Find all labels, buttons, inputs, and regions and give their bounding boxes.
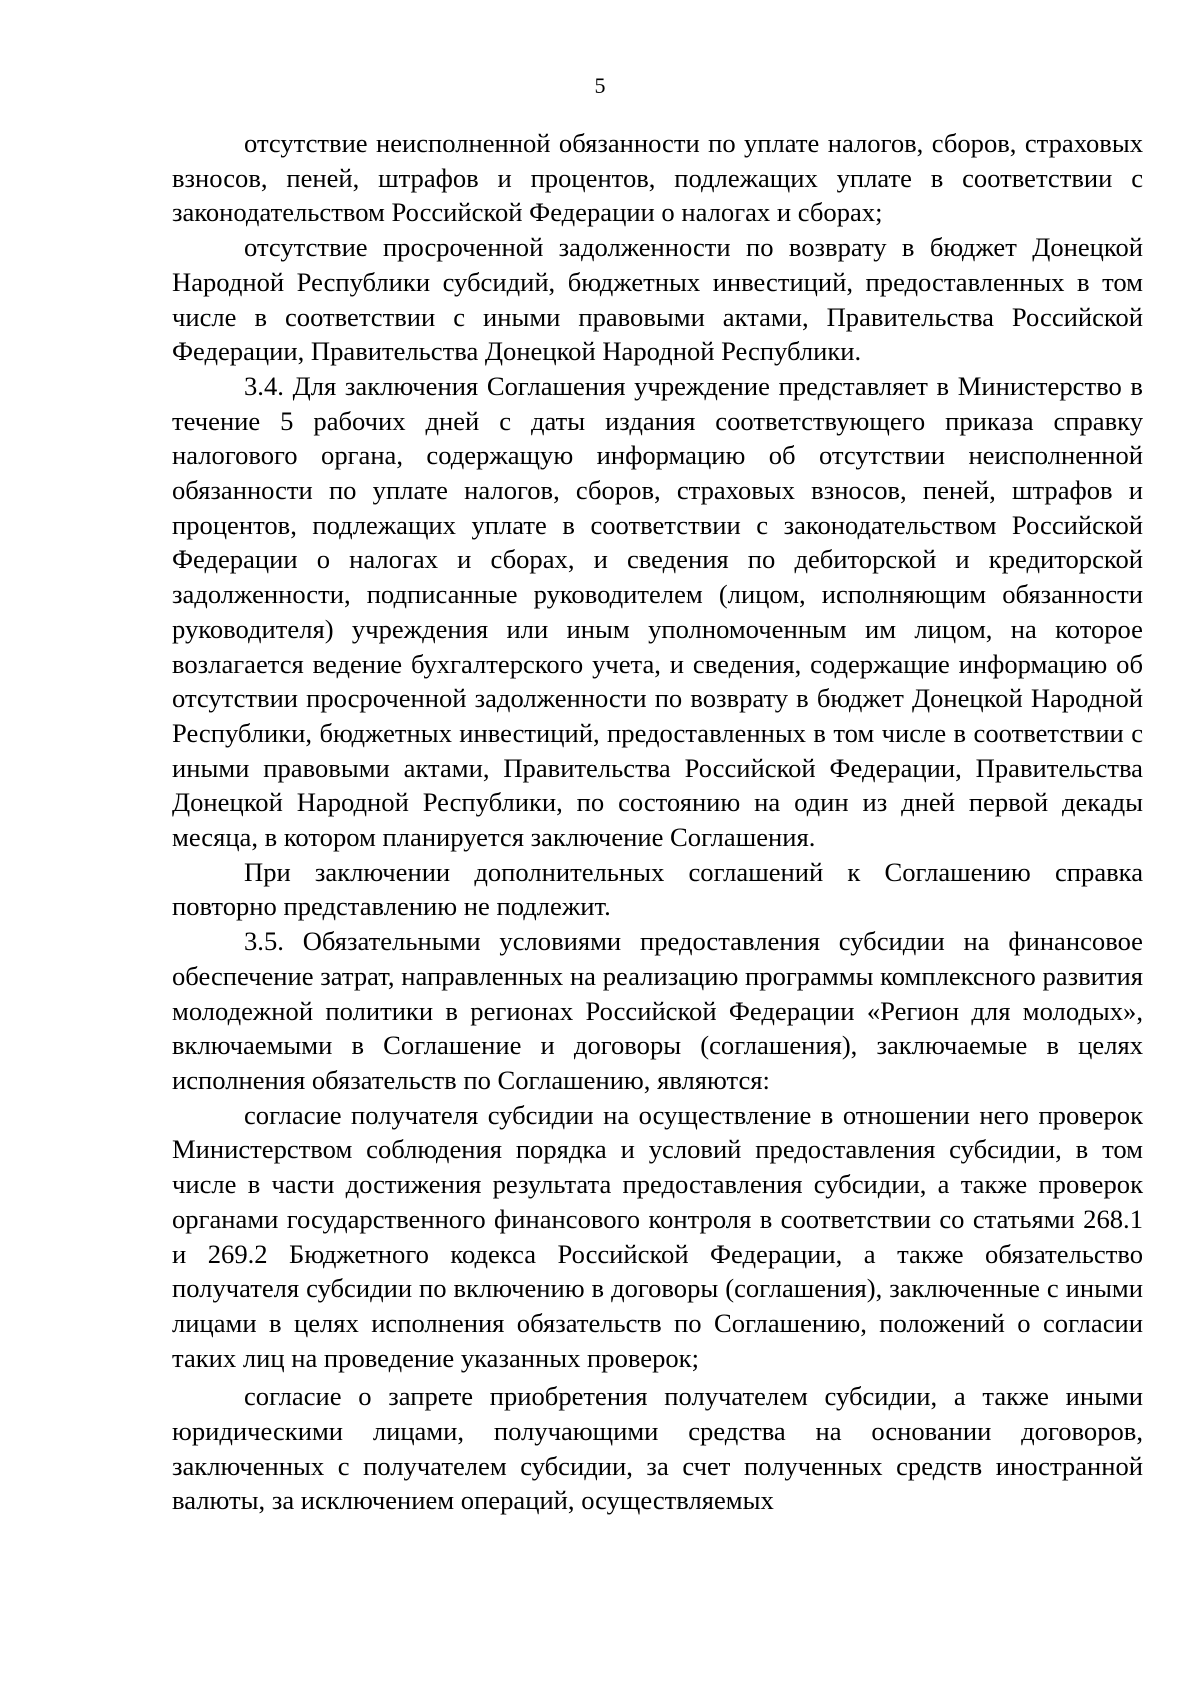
- paragraph-overdue-debt: отсутствие просроченной задолженности по возврату в бюджет Донецкой Народной Республики субсидий, бюджетных инвестиций, предоставленных в том числе в соответствии с иными правовыми актами, Правительства Российской Федерации, Правительства Донецкой Народной Республики.: [172, 232, 1143, 367]
- paragraph-3-4: 3.4. Для заключения Соглашения учреждение представляет в Министерство в течение 5 рабочих дней с даты издания соответствующего приказа справку налогового органа, содержащую информацию об отсутствии неисполненной обязанности по уплате налогов, сборов, страховых взносов, пеней, штрафов и процентов, подлежащих уплате в соответствии с законодательством Российской Федерации о налогах и сборах, и сведения по дебиторской и кредиторской задолженности, подписанные руководителем (лицом, исполняющим обязанности руководителя) учреждения или иным уполномоченным им лицом, на которое возлагается ведение бухгалтерского учета, и сведения, содержащие информацию об отсутствии просроченной задолженности по возврату в бюджет Донецкой Народной Республики, бюджетных инвестиций, предоставленных в том числе в соответствии с иными правовыми актами, Правительства Российской Федерации, Правительства Донецкой Народной Республики, по состоянию на один из дней первой декады месяца, в котором планируется заключение Соглашения.: [172, 370, 1143, 853]
- paragraph-tax-obligation: отсутствие неисполненной обязанности по уплате налогов, сборов, страховых взносов, пеней, штрафов и процентов, подлежащих уплате в соответствии с законодательством Российской Федерации о налогах и сборах;: [172, 128, 1143, 228]
- paragraph-consent-inspections: согласие получателя субсидии на осуществление в отношении него проверок Министерством соблюдения порядка и условий предоставления субсидии, в том числе в части достижения результата предоставления субсидии, а также проверок органами государственного финансового контроля в соответствии со статьями 268.1 и 269.2 Бюджетного кодекса Российской Федерации, а также обязательство получателя субсидии по включению в договоры (соглашения), заключенные с иными лицами в целях исполнения обязательств по Соглашению, положений о согласии таких лиц на проведение указанных проверок;: [172, 1099, 1143, 1373]
- paragraph-3-5: 3.5. Обязательными условиями предоставления субсидии на финансовое обеспечение затрат, направленных на реализацию программы комплексного развития молодежной политики в регионах Российской Федерации «Регион для молодых», включаемыми в Соглашение и договоры (соглашения), заключаемые в целях исполнения обязательств по Соглашению, являются:: [172, 926, 1143, 1095]
- paragraph-currency-ban: согласие о запрете приобретения получателем субсидии, а также иными юридическими лицами, получающими средства на основании договоров, заключенных с получателем субсидии, за счет полученных средств иностранной валюты, за исключением операций, осуществляемых: [172, 1381, 1143, 1516]
- page-number: 5: [594, 73, 606, 98]
- document-body: [172, 126, 1143, 1518]
- paragraph-additional-agreements: При заключении дополнительных соглашений к Соглашению справка повторно представлению не подлежит.: [172, 856, 1143, 922]
